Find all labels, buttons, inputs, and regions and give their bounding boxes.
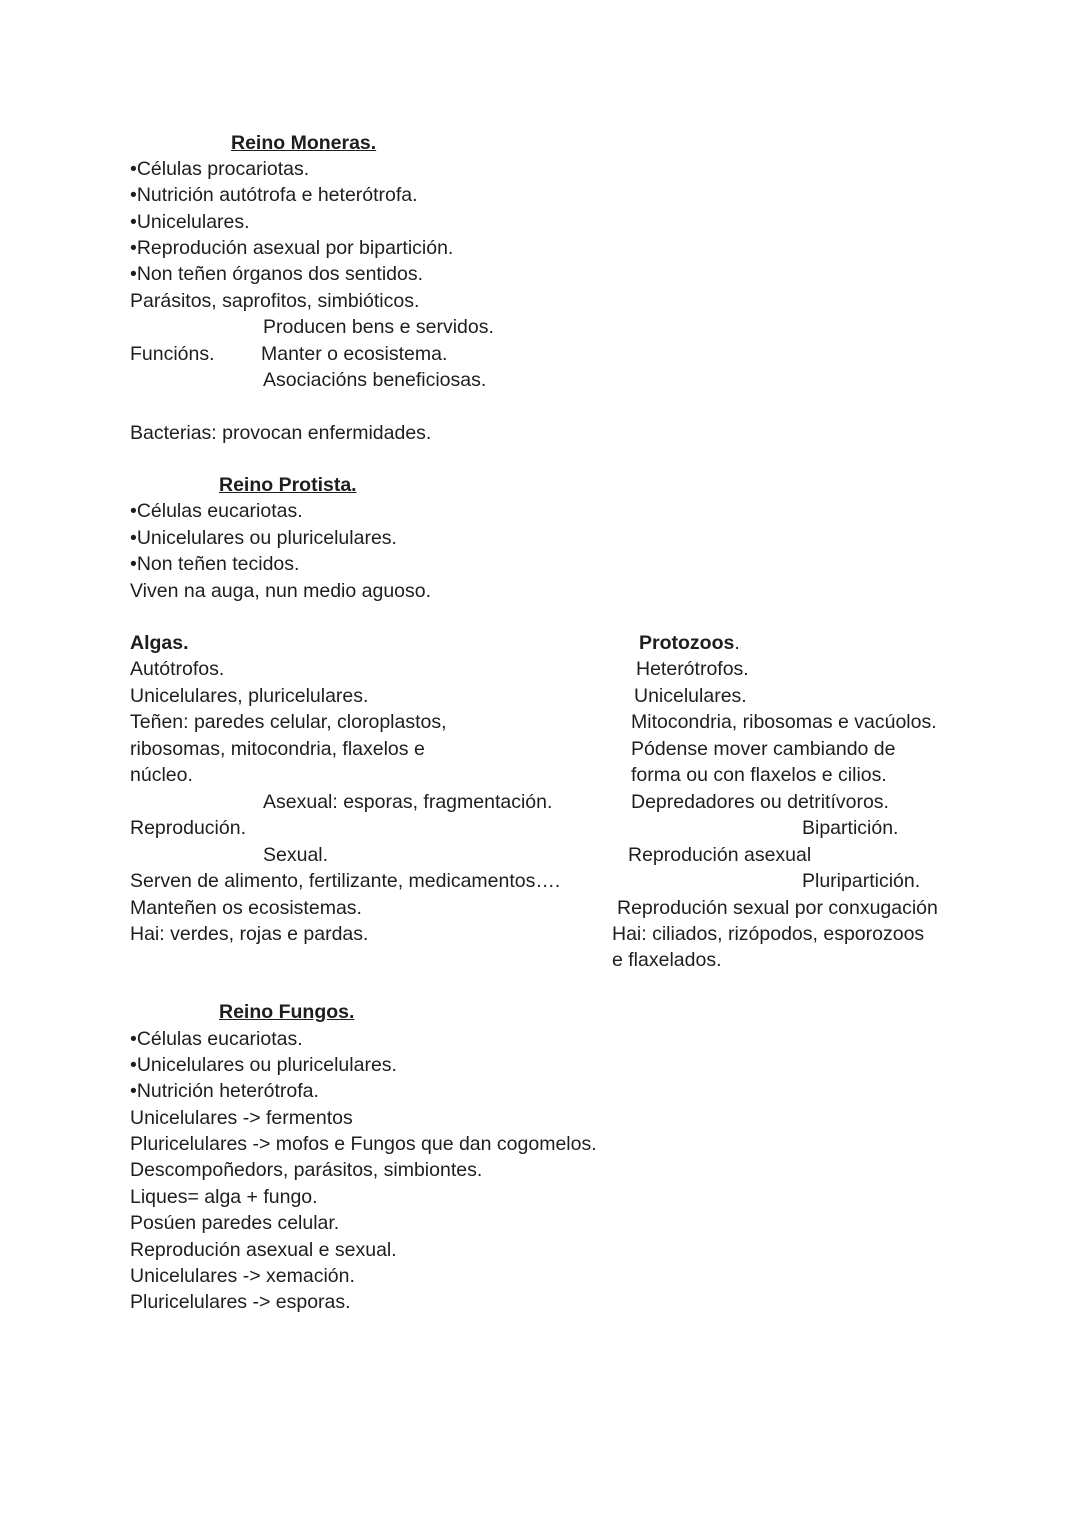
protozoos-title-text: Protozoos [639,632,735,654]
protozoos-title-dot: . [734,632,740,654]
fungos-line: Pluricelulares -> mofos e Fungos que dan cogomelos. [130,1133,597,1155]
fungos-bullet-cellularity: •Unicelulares ou pluricelulares. [130,1054,397,1076]
protista-bullet-cells: •Células eucariotas. [130,500,303,522]
protista-bullet-cellularity: •Unicelulares ou pluricelulares. [130,527,397,549]
protista-habitat: Viven na auga, nun medio aguoso. [130,580,432,602]
protista-title: Reino Protista. [219,474,357,496]
moneras-bullet-cells: •Células procariotas. [130,158,310,180]
moneras-title: Reino Moneras. [231,132,377,154]
moneras-types: Parásitos, saprofitos, simbióticos. [130,290,420,312]
moneras-bullet-nutrition: •Nutrición autótrofa e heterótrofa. [130,184,418,206]
algas-line: Unicelulares, pluricelulares. [130,685,369,707]
algas-repro-sexual: Sexual. [263,844,329,866]
moneras-bullet-unicellular: •Unicelulares. [130,211,250,233]
algas-line: Hai: verdes, rojas e pardas. [130,923,369,945]
fungos-line: Posúen paredes celular. [130,1212,340,1234]
protozoos-line: Depredadores ou detritívoros. [631,791,889,813]
protozoos-line: Mitocondria, ribosomas e vacúolos. [631,711,937,733]
protista-bullet-tissues: •Non teñen tecidos. [130,553,300,575]
fungos-line: Pluricelulares -> esporas. [130,1291,351,1313]
algas-title: Algas. [130,632,189,654]
protozoos-title [639,631,740,655]
fungos-line: Unicelulares -> fermentos [130,1107,353,1129]
protozoos-line: forma ou con flaxelos e cilios. [631,764,887,786]
protozoos-pluripartition: Pluripartición. [802,870,921,892]
fungos-bullet-nutrition: •Nutrición heterótrofa. [130,1080,319,1102]
protozoos-repro-sexual: Reprodución sexual por conxugación [617,897,938,919]
protozoos-bipartition: Bipartición. [802,817,899,839]
protozoos-line: Pódense mover cambiando de [631,738,896,760]
moneras-bullet-senses: •Non teñen órganos dos sentidos. [130,263,424,285]
protozoos-line: e flaxelados. [612,949,722,971]
algas-repro-label: Reprodución. [130,817,246,839]
algas-line: ribosomas, mitocondria, flaxelos e [130,738,425,760]
moneras-bacteria: Bacterias: provocan enfermidades. [130,422,432,444]
algas-repro-asexual: Asexual: esporas, fragmentación. [263,791,553,813]
moneras-function-1: Producen bens e servidos. [263,316,494,338]
moneras-function-3: Asociacións beneficiosas. [263,369,487,391]
protozoos-line: Heterótrofos. [636,658,749,680]
protozoos-line: Hai: ciliados, rizópodos, esporozoos [612,923,925,945]
protozoos-repro-asexual: Reprodución asexual [628,844,812,866]
fungos-line: Liques= alga + fungo. [130,1186,318,1208]
algas-line: Teñen: paredes celular, cloroplastos, [130,711,447,733]
algas-line: Autótrofos. [130,658,225,680]
moneras-bullet-reproduction: •Reprodución asexual por bipartición. [130,237,454,259]
fungos-line: Descompoñedors, parásitos, simbiontes. [130,1159,483,1181]
algas-line: núcleo. [130,764,193,786]
fungos-line: Unicelulares -> xemación. [130,1265,355,1287]
algas-line: Serven de alimento, fertilizante, medicamentos…. [130,870,561,892]
fungos-title: Reino Fungos. [219,1001,355,1023]
moneras-function-2: Manter o ecosistema. [261,343,448,365]
fungos-bullet-cells: •Células eucariotas. [130,1028,303,1050]
fungos-line: Reprodución asexual e sexual. [130,1239,397,1261]
moneras-functions-label: Funcións. [130,343,215,365]
algas-line: Manteñen os ecosistemas. [130,897,362,919]
protozoos-line: Unicelulares. [634,685,747,707]
